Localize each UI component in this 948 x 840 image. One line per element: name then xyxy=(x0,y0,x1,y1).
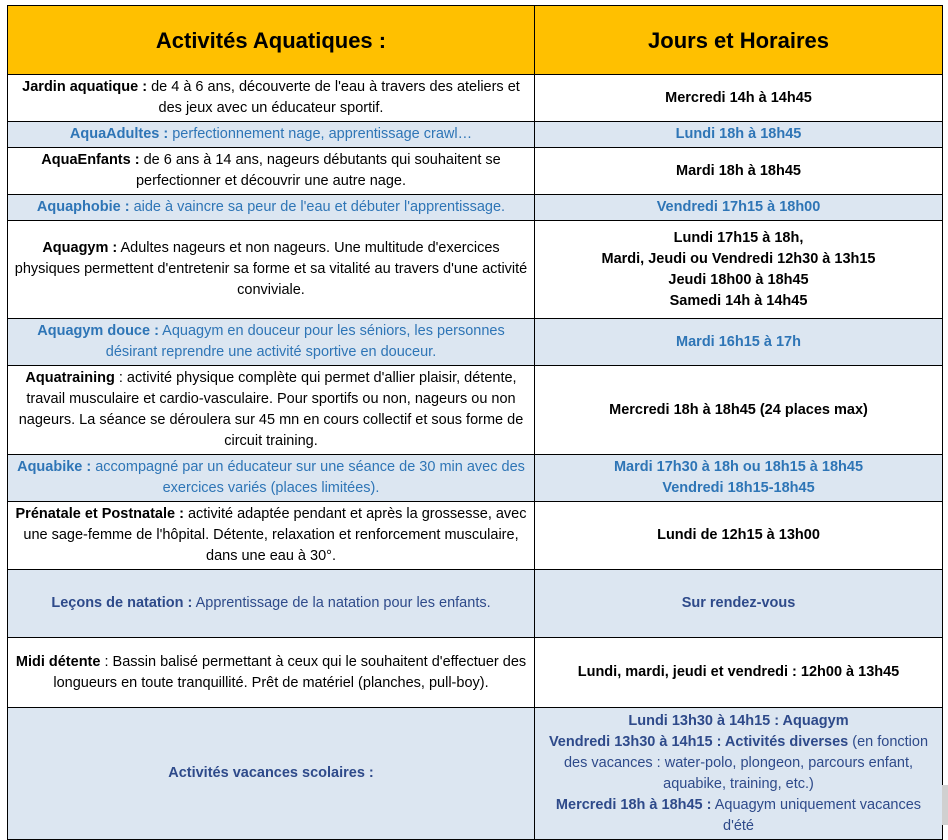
activity-desc: Adultes nageurs et non nageurs. Une multitude d'exercices physiques permettent d'entretenir sa forme et sa vitalité au travers d'une activité conviviale. xyxy=(14,240,528,298)
scrollbar[interactable] xyxy=(942,785,948,825)
schedule-cell xyxy=(535,570,943,638)
schedule-note: Aquagym uniquement vacances d'été xyxy=(711,796,922,834)
table-row xyxy=(8,221,943,319)
activity-name: Leçons de natation : xyxy=(51,595,193,611)
schedule-cell xyxy=(535,75,943,122)
table-row xyxy=(8,455,943,502)
activity-cell xyxy=(8,455,535,502)
table-row xyxy=(8,502,943,570)
table-row xyxy=(8,570,943,638)
activity-cell xyxy=(8,502,535,570)
activity-desc: accompagné par un éducateur sur une séance de 30 min avec des exercices variés (places limitées). xyxy=(91,459,525,496)
schedule-cell xyxy=(535,122,943,148)
schedule-cell xyxy=(535,195,943,221)
activity-cell xyxy=(8,195,535,221)
schedule-cell xyxy=(535,366,943,455)
table-row xyxy=(8,638,943,708)
activity-desc: : activité physique complète qui permet d'allier plaisir, détente, travail musculaire et cardio-vasculaire. Pour sportifs ou non, nageurs ou non nageurs. La séance se déroulera sur 45 mn en cours collectif et sous forme de circuit training. xyxy=(18,370,524,449)
activity-cell xyxy=(8,638,535,708)
schedule-line xyxy=(541,711,936,732)
activity-cell xyxy=(8,75,535,122)
schedule-bold: Mercredi 18h à 18h45 : xyxy=(555,796,712,813)
activity-name: Jardin aquatique : xyxy=(22,79,148,95)
schedule-line: Mercredi 14h à 14h45 xyxy=(665,89,812,106)
activity-cell xyxy=(8,570,535,638)
schedule-cell xyxy=(535,638,943,708)
activity-name: Activités vacances scolaires : xyxy=(168,765,374,781)
activity-name: Aquagym : xyxy=(42,240,118,256)
schedule-line: Jeudi 18h00 à 18h45 xyxy=(668,271,809,288)
activity-name: Aquatraining xyxy=(25,370,115,386)
schedule-line: Lundi de 12h15 à 13h00 xyxy=(657,527,820,543)
activity-name: AquaEnfants : xyxy=(41,152,140,168)
activity-desc: perfectionnement nage, apprentissage crawl… xyxy=(168,126,473,142)
activity-cell xyxy=(8,148,535,195)
schedule-line: Mardi, Jeudi ou Vendredi 12h30 à 13h15 xyxy=(601,250,876,267)
table-row xyxy=(8,195,943,221)
activity-desc: : Bassin balisé permettant à ceux qui le souhaitent d'effectuer des longueurs en toute tranquillité. Prêt de matériel (planches, pull-boy). xyxy=(53,653,527,691)
schedule-line: Mercredi 18h à 18h45 (24 places max) xyxy=(609,401,868,418)
schedule-cell xyxy=(535,502,943,570)
activity-name: Midi détente xyxy=(15,653,101,670)
schedule-bold: Lundi 13h30 à 14h15 : Aquagym xyxy=(628,712,849,729)
schedule-line: Mardi 16h15 à 17h xyxy=(676,333,801,350)
table-row xyxy=(8,75,943,122)
activity-cell xyxy=(8,122,535,148)
schedule-bold: Vendredi 13h30 à 14h15 : Activités diverses xyxy=(548,733,849,750)
schedule-line: Sur rendez-vous xyxy=(681,595,796,611)
schedule-line: Mardi 18h à 18h45 xyxy=(676,162,801,179)
schedule-line xyxy=(541,795,936,837)
header-activities: Activités Aquatiques : xyxy=(8,6,535,75)
activity-name: Prénatale et Postnatale : xyxy=(15,506,184,522)
schedule-line xyxy=(541,732,936,795)
table-row xyxy=(8,148,943,195)
schedule-line: Lundi 17h15 à 18h, xyxy=(673,229,804,246)
activity-name: Aquabike : xyxy=(17,459,92,475)
header-schedule: Jours et Horaires xyxy=(535,6,943,75)
activity-desc: Apprentissage de la natation pour les enfants. xyxy=(192,595,491,611)
schedule-note: (en fonction des vacances : water-polo, plongeon, parcours enfant, aquabike, training, etc.) xyxy=(563,733,929,792)
activity-desc: de 6 ans à 14 ans, nageurs débutants qui souhaitent se perfectionner et découvrir une autre nage. xyxy=(135,152,501,189)
activity-desc: de 4 à 6 ans, découverte de l'eau à travers des ateliers et des jeux avec un éducateur sportif. xyxy=(147,79,520,116)
schedule-line: Samedi 14h à 14h45 xyxy=(669,292,808,309)
schedule-line: Lundi 18h à 18h45 xyxy=(675,126,802,142)
schedule-line: Vendredi 17h15 à 18h00 xyxy=(656,199,821,215)
activity-desc: Aquagym en douceur pour les séniors, les personnes désirant reprendre une activité sportive en douceur. xyxy=(105,323,505,360)
schedule-line: Lundi, mardi, jeudi et vendredi : 12h00 à 13h45 xyxy=(577,664,900,680)
activity-cell xyxy=(8,366,535,455)
table-row xyxy=(8,122,943,148)
activity-cell xyxy=(8,221,535,319)
activity-cell xyxy=(8,708,535,840)
schedule-line: Vendredi 18h15-18h45 xyxy=(662,480,815,496)
schedule-cell xyxy=(535,455,943,502)
activity-cell xyxy=(8,319,535,366)
schedule-cell xyxy=(535,708,943,840)
schedule-line: Mardi 17h30 à 18h ou 18h15 à 18h45 xyxy=(613,459,864,475)
schedule-cell xyxy=(535,319,943,366)
activity-desc: aide à vaincre sa peur de l'eau et débuter l'apprentissage. xyxy=(129,199,506,215)
table-header-row xyxy=(8,6,943,75)
activities-table xyxy=(7,5,943,840)
table-row xyxy=(8,319,943,366)
schedule-cell xyxy=(535,221,943,319)
activity-desc: activité adaptée pendant et après la grossesse, avec une sage-femme de l'hôpital. Détente, relaxation et renforcement musculaire, dans une eau à 30°. xyxy=(23,506,527,564)
activity-name: AquaAdultes : xyxy=(69,126,169,142)
activity-name: Aquagym douce : xyxy=(37,323,159,339)
activity-name: Aquaphobie : xyxy=(36,199,130,215)
schedule-cell xyxy=(535,148,943,195)
table-row xyxy=(8,708,943,840)
table-row xyxy=(8,366,943,455)
